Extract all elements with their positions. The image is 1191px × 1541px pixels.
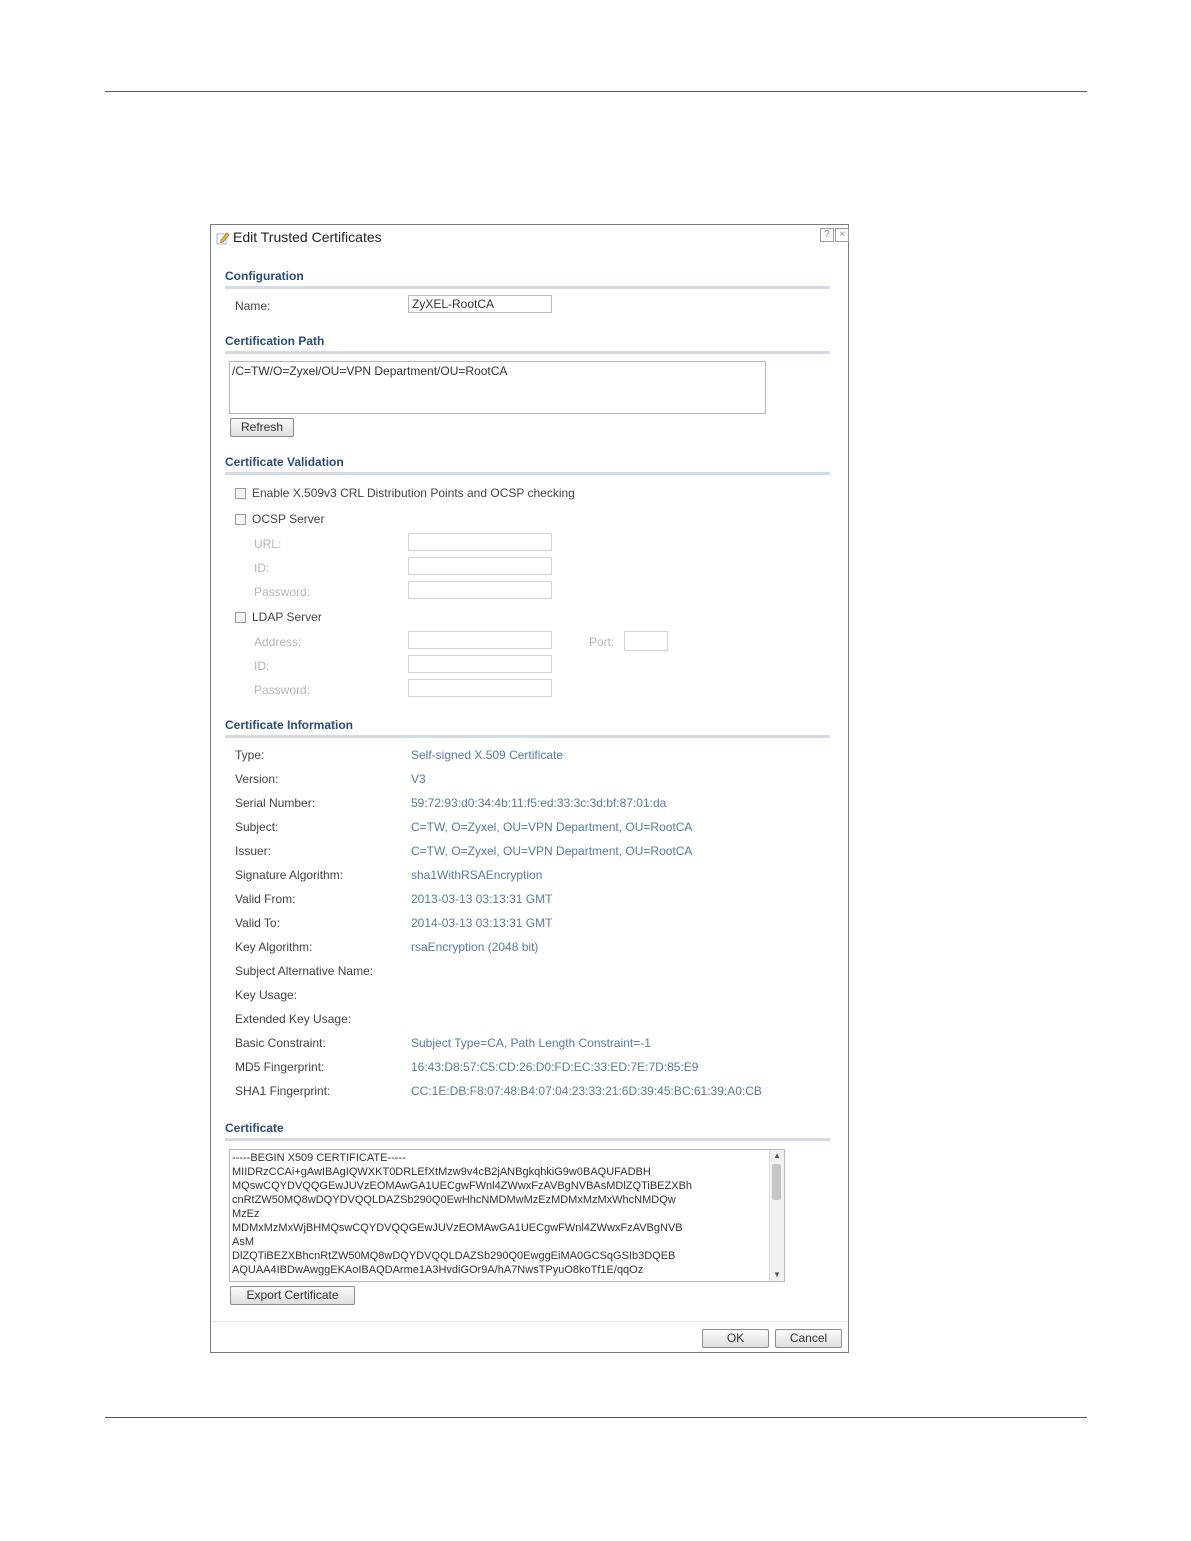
ldap-id-input[interactable] bbox=[408, 655, 552, 673]
info-label: Subject Alternative Name: bbox=[235, 964, 374, 978]
info-value: sha1WithRSAEncryption bbox=[411, 868, 543, 882]
name-input[interactable] bbox=[408, 295, 552, 313]
info-label: Valid To: bbox=[235, 916, 280, 930]
page-bottom-rule bbox=[105, 1417, 1087, 1418]
certificate-textarea[interactable] bbox=[229, 1149, 785, 1282]
certification-path-heading: Certification Path bbox=[225, 334, 325, 348]
ocsp-password-input[interactable] bbox=[408, 581, 552, 599]
certificate-line: MQswCQYDVQQGEwJUVzEOMAwGA1UECgwFWnl4ZWwxFzAVBgNVBAsMDlZQTiBEZXBh bbox=[232, 1180, 693, 1192]
dialog-titlebar bbox=[211, 225, 848, 251]
ldap-password-label: Password: bbox=[254, 683, 311, 697]
info-value: 2013-03-13 03:13:31 GMT bbox=[411, 892, 553, 906]
ocsp-server-checkbox[interactable] bbox=[235, 514, 246, 525]
help-icon[interactable]: ? bbox=[820, 228, 834, 242]
certificate-information-divider bbox=[225, 735, 830, 738]
refresh-button[interactable]: Refresh bbox=[230, 418, 294, 437]
certification-path-text: /C=TW/O=Zyxel/OU=VPN Department/OU=RootCA bbox=[232, 364, 508, 378]
certificate-line: MIIDRzCCAi+gAwIBAgIQWXKT0DRLEfXtMzw9v4cB2jANBgkqhkiG9w0BAQUFADBH bbox=[232, 1166, 651, 1178]
edit-pencil-icon bbox=[216, 231, 230, 245]
ocsp-id-label: ID: bbox=[254, 561, 270, 575]
ocsp-id-input[interactable] bbox=[408, 557, 552, 575]
certificate-line: MzEz bbox=[232, 1208, 260, 1220]
dialog-footer-divider bbox=[211, 1321, 848, 1322]
ldap-id-label: ID: bbox=[254, 659, 270, 673]
certificate-line: DlZQTiBEZXBhcnRtZW50MQ8wDQYDVQQLDAZSb290Q0EwggEiMA0GCSqGSIb3DQEB bbox=[232, 1250, 676, 1262]
certification-path-divider bbox=[225, 351, 830, 354]
info-value: 16:43:D8:57:C5:CD:26:D0:FD:EC:33:ED:7E:7D:85:E9 bbox=[411, 1060, 699, 1074]
ldap-port-label: Port: bbox=[589, 635, 615, 649]
certificate-scrollbar[interactable] bbox=[769, 1150, 784, 1281]
ocsp-url-input[interactable] bbox=[408, 533, 552, 551]
certificate-validation-divider bbox=[225, 472, 830, 475]
export-certificate-button[interactable]: Export Certificate bbox=[230, 1286, 355, 1305]
info-label: Type: bbox=[235, 748, 265, 762]
info-label: SHA1 Fingerprint: bbox=[235, 1084, 331, 1098]
name-label: Name: bbox=[235, 299, 271, 313]
info-label: Subject: bbox=[235, 820, 279, 834]
ldap-address-input[interactable] bbox=[408, 631, 552, 649]
page-top-rule bbox=[105, 91, 1087, 92]
scroll-up-arrow-icon[interactable]: ▲ bbox=[773, 1151, 781, 1160]
ldap-password-input[interactable] bbox=[408, 679, 552, 697]
certificate-line: AsM bbox=[232, 1236, 254, 1248]
info-label: Key Algorithm: bbox=[235, 940, 313, 954]
certificate-line: AQUAA4IBDwAwggEKAoIBAQDArme1A3HvdiGOr9A/hA7NwsTPyuO8koTf1E/qqOz bbox=[232, 1264, 644, 1276]
scroll-thumb[interactable] bbox=[772, 1164, 781, 1200]
ok-button[interactable]: OK bbox=[702, 1329, 769, 1348]
info-label: MD5 Fingerprint: bbox=[235, 1060, 325, 1074]
configuration-heading: Configuration bbox=[225, 269, 304, 283]
certification-path-textarea[interactable] bbox=[229, 361, 766, 414]
info-value: CC:1E:DB:F8:07:48:B4:07:04:23:33:21:6D:39:45:BC:61:39:A0:CB bbox=[411, 1084, 762, 1098]
ldap-server-label: LDAP Server bbox=[252, 610, 322, 624]
ldap-server-checkbox[interactable] bbox=[235, 612, 246, 623]
info-value: C=TW, O=Zyxel, OU=VPN Department, OU=RootCA bbox=[411, 820, 693, 834]
info-label: Serial Number: bbox=[235, 796, 316, 810]
info-label: Basic Constraint: bbox=[235, 1036, 326, 1050]
info-value: 2014-03-13 03:13:31 GMT bbox=[411, 916, 553, 930]
info-label: Key Usage: bbox=[235, 988, 298, 1002]
info-label: Issuer: bbox=[235, 844, 272, 858]
cancel-button[interactable]: Cancel bbox=[775, 1329, 842, 1348]
info-label: Version: bbox=[235, 772, 279, 786]
ldap-address-label: Address: bbox=[254, 635, 302, 649]
info-value: Subject Type=CA, Path Length Constraint=-1 bbox=[411, 1036, 651, 1050]
enable-crl-ocsp-checkbox[interactable] bbox=[235, 488, 246, 499]
info-label: Valid From: bbox=[235, 892, 296, 906]
info-label: Signature Algorithm: bbox=[235, 868, 344, 882]
edit-trusted-certificates-dialog bbox=[210, 224, 849, 1353]
certificate-line: cnRtZW50MQ8wDQYDVQQLDAZSb290Q0EwHhcNMDMwMzEzMDMxMzMxWhcNMDQw bbox=[232, 1194, 676, 1206]
ocsp-password-label: Password: bbox=[254, 585, 311, 599]
certificate-divider bbox=[225, 1138, 830, 1141]
dialog-title: Edit Trusted Certificates bbox=[233, 229, 382, 245]
close-icon[interactable]: × bbox=[835, 228, 849, 242]
ldap-port-input[interactable] bbox=[624, 631, 668, 651]
info-label: Extended Key Usage: bbox=[235, 1012, 352, 1026]
configuration-divider bbox=[225, 286, 830, 289]
certificate-validation-heading: Certificate Validation bbox=[225, 455, 344, 469]
enable-crl-ocsp-label: Enable X.509v3 CRL Distribution Points and OCSP checking bbox=[252, 486, 575, 500]
certificate-information-heading: Certificate Information bbox=[225, 718, 354, 732]
info-value: rsaEncryption (2048 bit) bbox=[411, 940, 539, 954]
scroll-down-arrow-icon[interactable]: ▼ bbox=[773, 1270, 781, 1279]
info-value: C=TW, O=Zyxel, OU=VPN Department, OU=RootCA bbox=[411, 844, 693, 858]
info-value: 59:72:93:d0:34:4b:11:f5:ed:33:3c:3d:bf:87:01:da bbox=[411, 796, 667, 810]
ocsp-server-label: OCSP Server bbox=[252, 512, 325, 526]
certificate-line: MDMxMzMxWjBHMQswCQYDVQQGEwJUVzEOMAwGA1UECgwFWnl4ZWwxFzAVBgNVB bbox=[232, 1222, 683, 1234]
info-value: Self-signed X.509 Certificate bbox=[411, 748, 564, 762]
certificate-line: -----BEGIN X509 CERTIFICATE----- bbox=[232, 1152, 406, 1164]
certificate-heading: Certificate bbox=[225, 1121, 284, 1135]
ocsp-url-label: URL: bbox=[254, 537, 282, 551]
info-value: V3 bbox=[411, 772, 426, 786]
